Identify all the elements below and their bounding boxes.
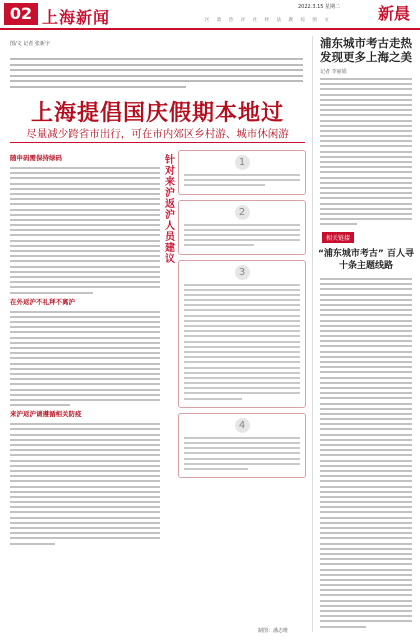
subhead-2: 在外返沪不礼拜不离沪 xyxy=(10,297,75,306)
advice-card xyxy=(178,200,306,255)
photo-credit: 制图：潘志维 xyxy=(258,628,289,634)
advice-card xyxy=(178,150,306,195)
subhead-1: 随申码需保持绿码 xyxy=(10,154,62,162)
body-text xyxy=(10,423,160,544)
masthead xyxy=(0,0,420,30)
sidebar-subtitle: “浦东城市考古” 百人寻 十条主题线路 xyxy=(318,249,414,271)
sidebar-body xyxy=(320,78,412,228)
column-divider xyxy=(312,36,313,632)
card-number: 1 xyxy=(235,155,250,170)
story-body-left xyxy=(10,150,160,548)
story-subheadline: 尽量减少跨省市出行，可在市内郊区乡村游、城市休闲游 xyxy=(26,128,289,140)
card-number: 4 xyxy=(235,418,250,433)
card-number: 3 xyxy=(235,265,250,280)
body-text xyxy=(10,167,160,294)
advice-cards xyxy=(178,150,306,483)
story-headline: 上海提倡国庆假期本地过 xyxy=(30,101,284,126)
related-links-label: 相关链接 xyxy=(322,232,354,243)
newspaper-brand: 新晨 xyxy=(377,4,410,23)
vertical-title: 针对来沪返沪人员建议 xyxy=(165,155,175,265)
advice-card xyxy=(178,260,306,408)
card-number: 2 xyxy=(235,205,250,220)
section-title: 上海新闻 xyxy=(42,8,111,27)
subhead-3: 来沪返沪请遵循相关防疫 xyxy=(10,410,82,419)
section-menu: 区 政 热 评 社 经 法 教 综 图 文 xyxy=(205,18,332,23)
sidebar-byline: 记者 李丽娟 xyxy=(320,69,347,75)
route-list xyxy=(320,278,412,631)
intro-paragraph xyxy=(10,58,303,91)
sidebar-headline: 浦东城市考古走热 发现更多上海之美 xyxy=(320,36,412,64)
page-number: 02 xyxy=(4,3,38,25)
dateline: 2022.3.15 星期二 xyxy=(298,4,341,10)
divider xyxy=(10,142,305,143)
story-byline: 图/文 记者 张新宇 xyxy=(10,41,50,47)
body-text xyxy=(10,311,160,406)
advice-card xyxy=(178,413,306,478)
